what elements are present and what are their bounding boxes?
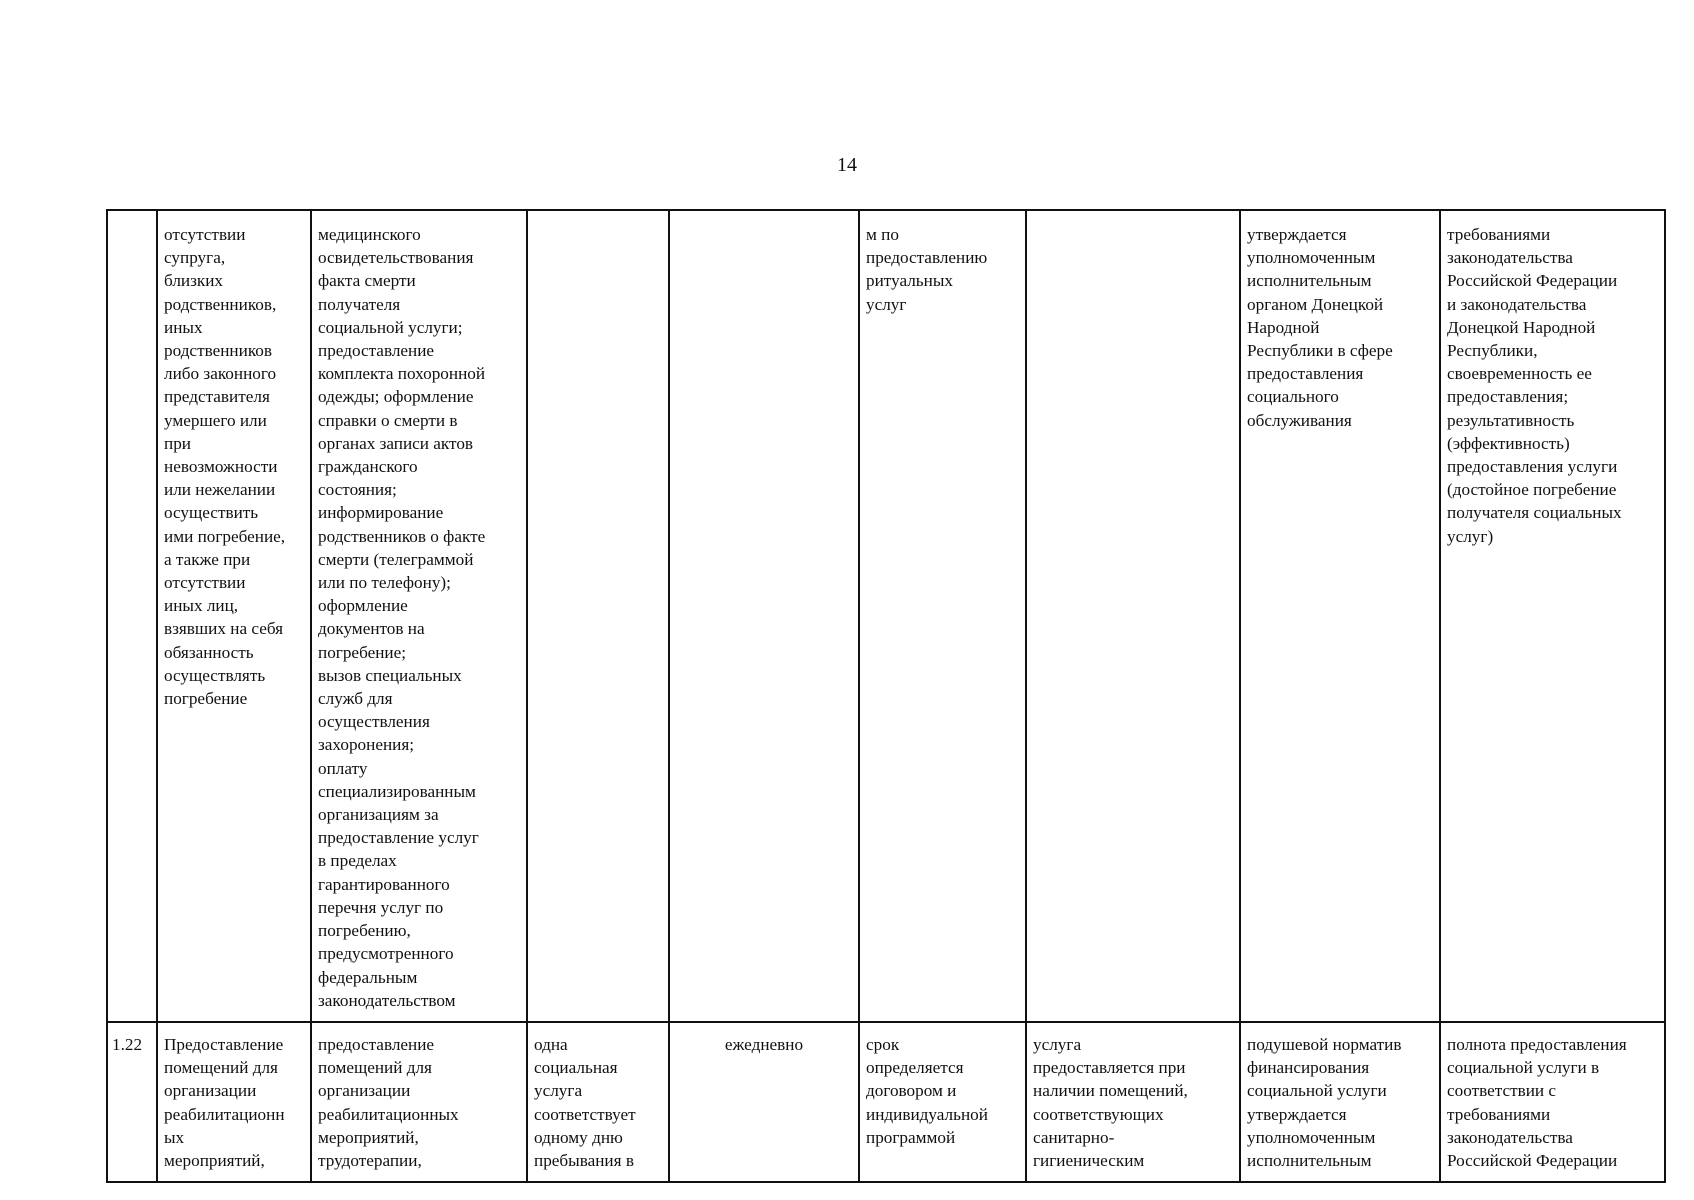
table-row	[107, 210, 1665, 1022]
cell-conditions	[1026, 210, 1240, 1022]
cell-unit: одна социальная услуга соответствует одному дню пребывания в	[527, 1022, 669, 1182]
cell-number: 1.22	[107, 1022, 157, 1182]
cell-number	[107, 210, 157, 1022]
services-table	[106, 209, 1666, 1183]
cell-quality: полнота предоставления социальной услуги в соответствии с требованиями законодательства Российской Федерации	[1440, 1022, 1665, 1182]
cell-term: м по предоставлению ритуальных услуг	[859, 210, 1026, 1022]
cell-service-content: медицинского освидетельствования факта смерти получателя социальной услуги; предоставление комплекта похоронной одежды; оформление справки о смерти в органах записи актов гражданского состояния; информирование родственников о факте смерти (телеграммой или по телефону); оформление документов на погребение; вызов специальных служб для осуществления захоронения; оплату специализированным организациям за предоставление услуг в пределах гарантированного перечня услуг по погребению, предусмотренного федеральным законодательством	[311, 210, 527, 1022]
cell-norm: утверждается уполномоченным исполнительным органом Донецкой Народной Республики в сфере предоставления социального обслуживания	[1240, 210, 1440, 1022]
cell-service-name: отсутствии супруга, близких родственников, иных родственников либо законного представителя умершего или при невозможности или нежелании осуществить ими погребение, а также при отсутствии иных лиц, взявших на себя обязанность осуществлять погребение	[157, 210, 311, 1022]
cell-unit	[527, 210, 669, 1022]
cell-service-name: Предоставление помещений для организации реабилитационн ых мероприятий,	[157, 1022, 311, 1182]
table-row	[107, 1022, 1665, 1182]
cell-frequency: ежедневно	[669, 1022, 859, 1182]
page-number: 14	[837, 154, 857, 176]
cell-quality: требованиями законодательства Российской Федерации и законодательства Донецкой Народной Республики, своевременность ее предоставления; результативность (эффективность) предоставления услуги (достойное погребение получателя социальных услуг)	[1440, 210, 1665, 1022]
cell-frequency	[669, 210, 859, 1022]
cell-term: срок определяется договором и индивидуальной программой	[859, 1022, 1026, 1182]
cell-norm: подушевой норматив финансирования социальной услуги утверждается уполномоченным исполнительным	[1240, 1022, 1440, 1182]
cell-conditions: услуга предоставляется при наличии помещений, соответствующих санитарно- гигиеническим	[1026, 1022, 1240, 1182]
cell-service-content: предоставление помещений для организации реабилитационных мероприятий, трудотерапии,	[311, 1022, 527, 1182]
